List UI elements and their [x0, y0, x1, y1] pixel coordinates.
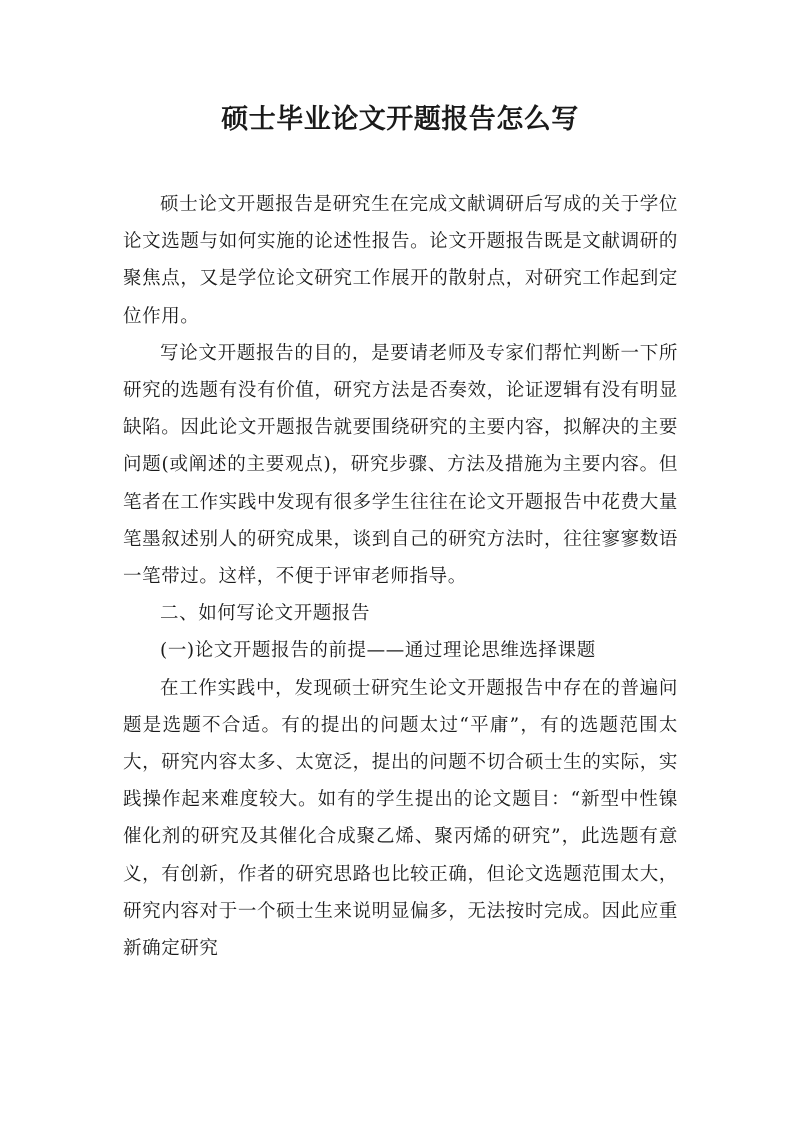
document-body	[123, 186, 678, 967]
subsection-heading: (一)论文开题报告的前提——通过理论思维选择课题	[160, 640, 596, 662]
section-heading: 二、如何写论文开题报告	[160, 603, 371, 625]
paragraph-practice: 在工作实践中，发现硕士研究生论文开题报告中存在的普遍问题是选题不合适。有的提出的问题太过“平庸”，有的选题范围太大，研究内容太多、太宽泛，提出的问题不切合硕士生的实际，实践操作起来难度较大。如有的学生提出的论文题目：“新型中性镍催化剂的研究及其催化合成聚乙烯、聚丙烯的研究”，此选题有意义，有创新，作者的研究思路也比较正确，但论文选题范围太大，研究内容对于一个硕士生来说明显偏多，无法按时完成。因此应重新确定研究	[123, 677, 678, 960]
document-title: 硕士毕业论文开题报告怎么写	[221, 104, 579, 135]
paragraph-purpose: 写论文开题报告的目的，是要请老师及专家们帮忙判断一下所研究的选题有没有价值，研究方法是否奏效，论证逻辑有没有明显缺陷。因此论文开题报告就要围绕研究的主要内容，拟解决的主要问题(或阐述的主要观点)，研究步骤、方法及措施为主要内容。但笔者在工作实践中发现有很多学生往往在论文开题报告中花费大量笔墨叙述别人的研究成果，谈到自己的研究方法时，往往寥寥数语一笔带过。这样，不便于评审老师指导。	[123, 342, 678, 588]
paragraph-intro: 硕士论文开题报告是研究生在完成文献调研后写成的关于学位论文选题与如何实施的论述性报告。论文开题报告既是文献调研的聚焦点，又是学位论文研究工作展开的散射点，对研究工作起到定位作用。	[123, 194, 678, 327]
